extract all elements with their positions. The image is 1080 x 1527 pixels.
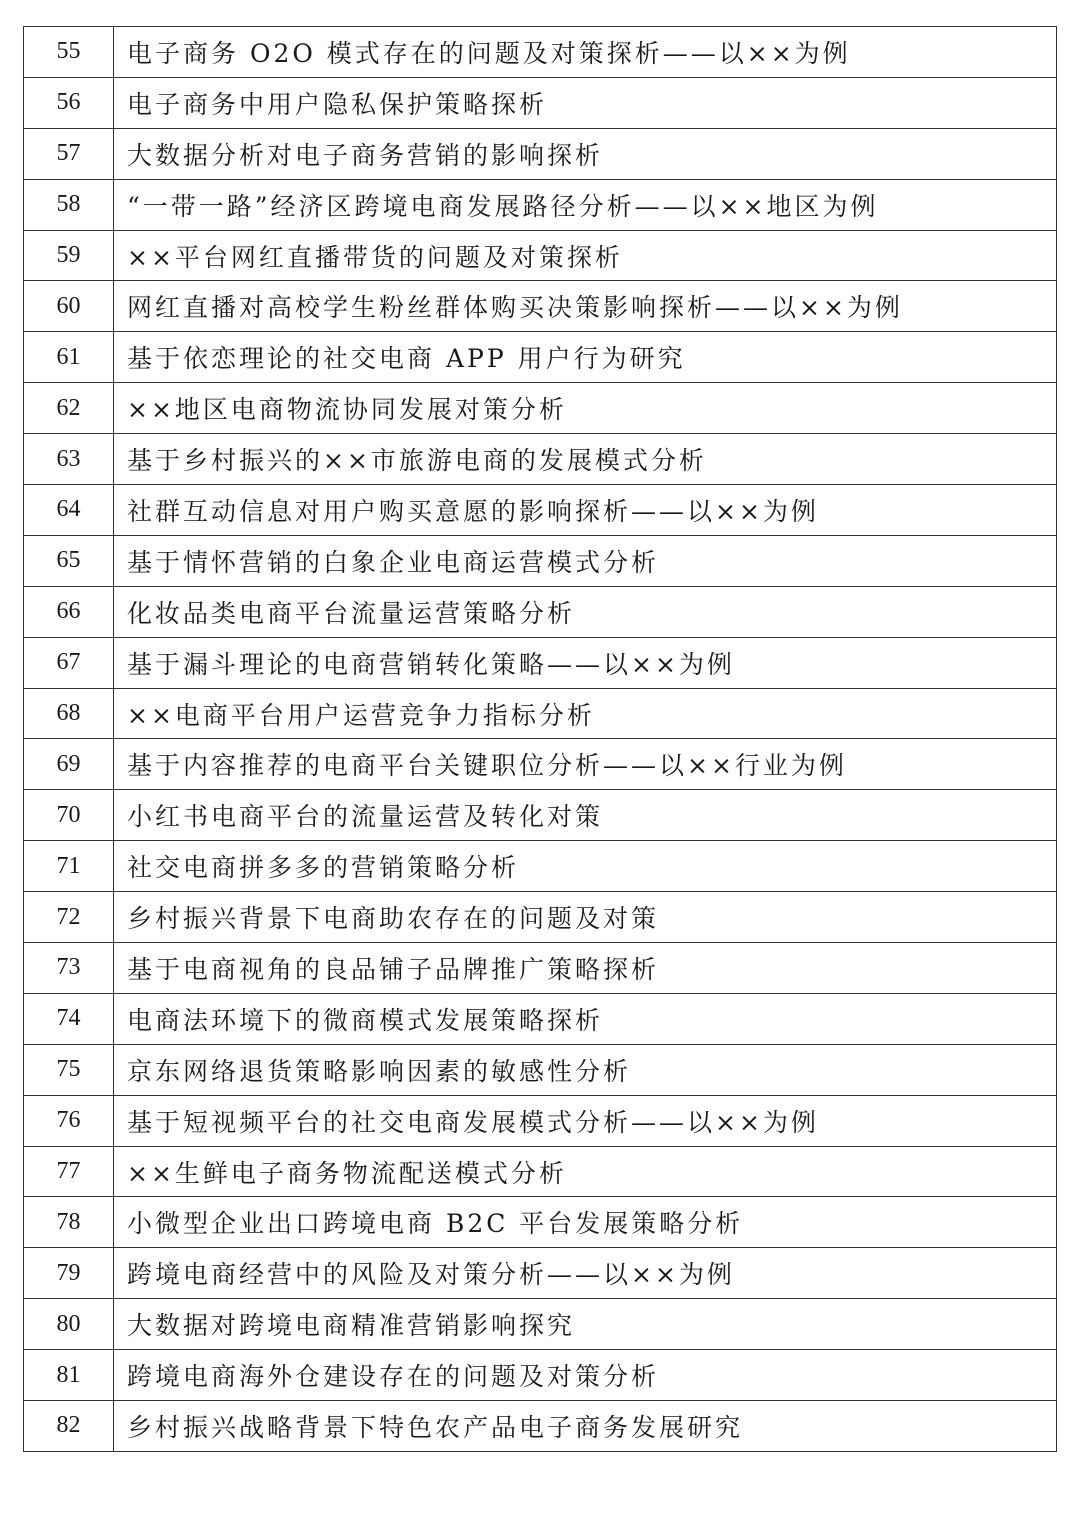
topic-title: 乡村振兴背景下电商助农存在的问题及对策 <box>114 892 1057 943</box>
table-row <box>24 892 1057 943</box>
topic-title: 化妆品类电商平台流量运营策略分析 <box>114 586 1057 637</box>
row-number: 82 <box>24 1401 114 1452</box>
topic-title: 电商法环境下的微商模式发展策略探析 <box>114 993 1057 1044</box>
topic-title: 跨境电商经营中的风险及对策分析——以××为例 <box>114 1248 1057 1299</box>
row-number: 64 <box>24 485 114 536</box>
table-row <box>24 179 1057 230</box>
table-row <box>24 281 1057 332</box>
topic-title: 电子商务 O2O 模式存在的问题及对策探析——以××为例 <box>114 27 1057 78</box>
row-number: 75 <box>24 1044 114 1095</box>
row-number: 79 <box>24 1248 114 1299</box>
table-row <box>24 841 1057 892</box>
table-row <box>24 637 1057 688</box>
table-row <box>24 1197 1057 1248</box>
table-row <box>24 77 1057 128</box>
topic-title: 基于短视频平台的社交电商发展模式分析——以××为例 <box>114 1095 1057 1146</box>
table-row <box>24 383 1057 434</box>
table-row <box>24 993 1057 1044</box>
topic-title: ××地区电商物流协同发展对策分析 <box>114 383 1057 434</box>
row-number: 58 <box>24 179 114 230</box>
table-row <box>24 1401 1057 1452</box>
table-row <box>24 128 1057 179</box>
topic-title: 基于内容推荐的电商平台关键职位分析——以××行业为例 <box>114 739 1057 790</box>
row-number: 78 <box>24 1197 114 1248</box>
table-row <box>24 332 1057 383</box>
table-row <box>24 535 1057 586</box>
table-row <box>24 1299 1057 1350</box>
topic-title: 基于电商视角的良品铺子品牌推广策略探析 <box>114 943 1057 994</box>
topic-title: 社群互动信息对用户购买意愿的影响探析——以××为例 <box>114 485 1057 536</box>
table-row <box>24 739 1057 790</box>
row-number: 59 <box>24 230 114 281</box>
table-row <box>24 230 1057 281</box>
topic-title: “一带一路”经济区跨境电商发展路径分析——以××地区为例 <box>114 179 1057 230</box>
topic-title: 小微型企业出口跨境电商 B2C 平台发展策略分析 <box>114 1197 1057 1248</box>
topic-title: ××电商平台用户运营竞争力指标分析 <box>114 688 1057 739</box>
row-number: 68 <box>24 688 114 739</box>
row-number: 72 <box>24 892 114 943</box>
topic-title: 乡村振兴战略背景下特色农产品电子商务发展研究 <box>114 1401 1057 1452</box>
row-number: 57 <box>24 128 114 179</box>
table-row <box>24 1350 1057 1401</box>
topic-title: 电子商务中用户隐私保护策略探析 <box>114 77 1057 128</box>
table-row <box>24 688 1057 739</box>
row-number: 77 <box>24 1146 114 1197</box>
topic-title: 跨境电商海外仓建设存在的问题及对策分析 <box>114 1350 1057 1401</box>
table-row <box>24 943 1057 994</box>
table-row <box>24 1248 1057 1299</box>
row-number: 61 <box>24 332 114 383</box>
row-number: 73 <box>24 943 114 994</box>
table-row <box>24 790 1057 841</box>
topic-title: 基于情怀营销的白象企业电商运营模式分析 <box>114 535 1057 586</box>
row-number: 74 <box>24 993 114 1044</box>
topic-title: 小红书电商平台的流量运营及转化对策 <box>114 790 1057 841</box>
topic-title: ××生鲜电子商务物流配送模式分析 <box>114 1146 1057 1197</box>
row-number: 55 <box>24 27 114 78</box>
row-number: 63 <box>24 434 114 485</box>
row-number: 60 <box>24 281 114 332</box>
row-number: 56 <box>24 77 114 128</box>
table-row <box>24 1146 1057 1197</box>
topic-table-body <box>24 27 1057 1452</box>
table-row <box>24 485 1057 536</box>
row-number: 76 <box>24 1095 114 1146</box>
topic-title: 基于乡村振兴的××市旅游电商的发展模式分析 <box>114 434 1057 485</box>
topic-table <box>23 26 1057 1452</box>
table-row <box>24 586 1057 637</box>
row-number: 81 <box>24 1350 114 1401</box>
topic-title: 网红直播对高校学生粉丝群体购买决策影响探析——以××为例 <box>114 281 1057 332</box>
topic-title: 大数据对跨境电商精准营销影响探究 <box>114 1299 1057 1350</box>
row-number: 71 <box>24 841 114 892</box>
topic-title: 基于依恋理论的社交电商 APP 用户行为研究 <box>114 332 1057 383</box>
topic-title: 基于漏斗理论的电商营销转化策略——以××为例 <box>114 637 1057 688</box>
topic-title: 京东网络退货策略影响因素的敏感性分析 <box>114 1044 1057 1095</box>
topic-title: 大数据分析对电子商务营销的影响探析 <box>114 128 1057 179</box>
row-number: 80 <box>24 1299 114 1350</box>
row-number: 62 <box>24 383 114 434</box>
topic-title: 社交电商拼多多的营销策略分析 <box>114 841 1057 892</box>
table-row <box>24 434 1057 485</box>
row-number: 69 <box>24 739 114 790</box>
row-number: 66 <box>24 586 114 637</box>
table-row <box>24 27 1057 78</box>
row-number: 70 <box>24 790 114 841</box>
table-row <box>24 1044 1057 1095</box>
row-number: 67 <box>24 637 114 688</box>
table-row <box>24 1095 1057 1146</box>
topic-title: ××平台网红直播带货的问题及对策探析 <box>114 230 1057 281</box>
row-number: 65 <box>24 535 114 586</box>
